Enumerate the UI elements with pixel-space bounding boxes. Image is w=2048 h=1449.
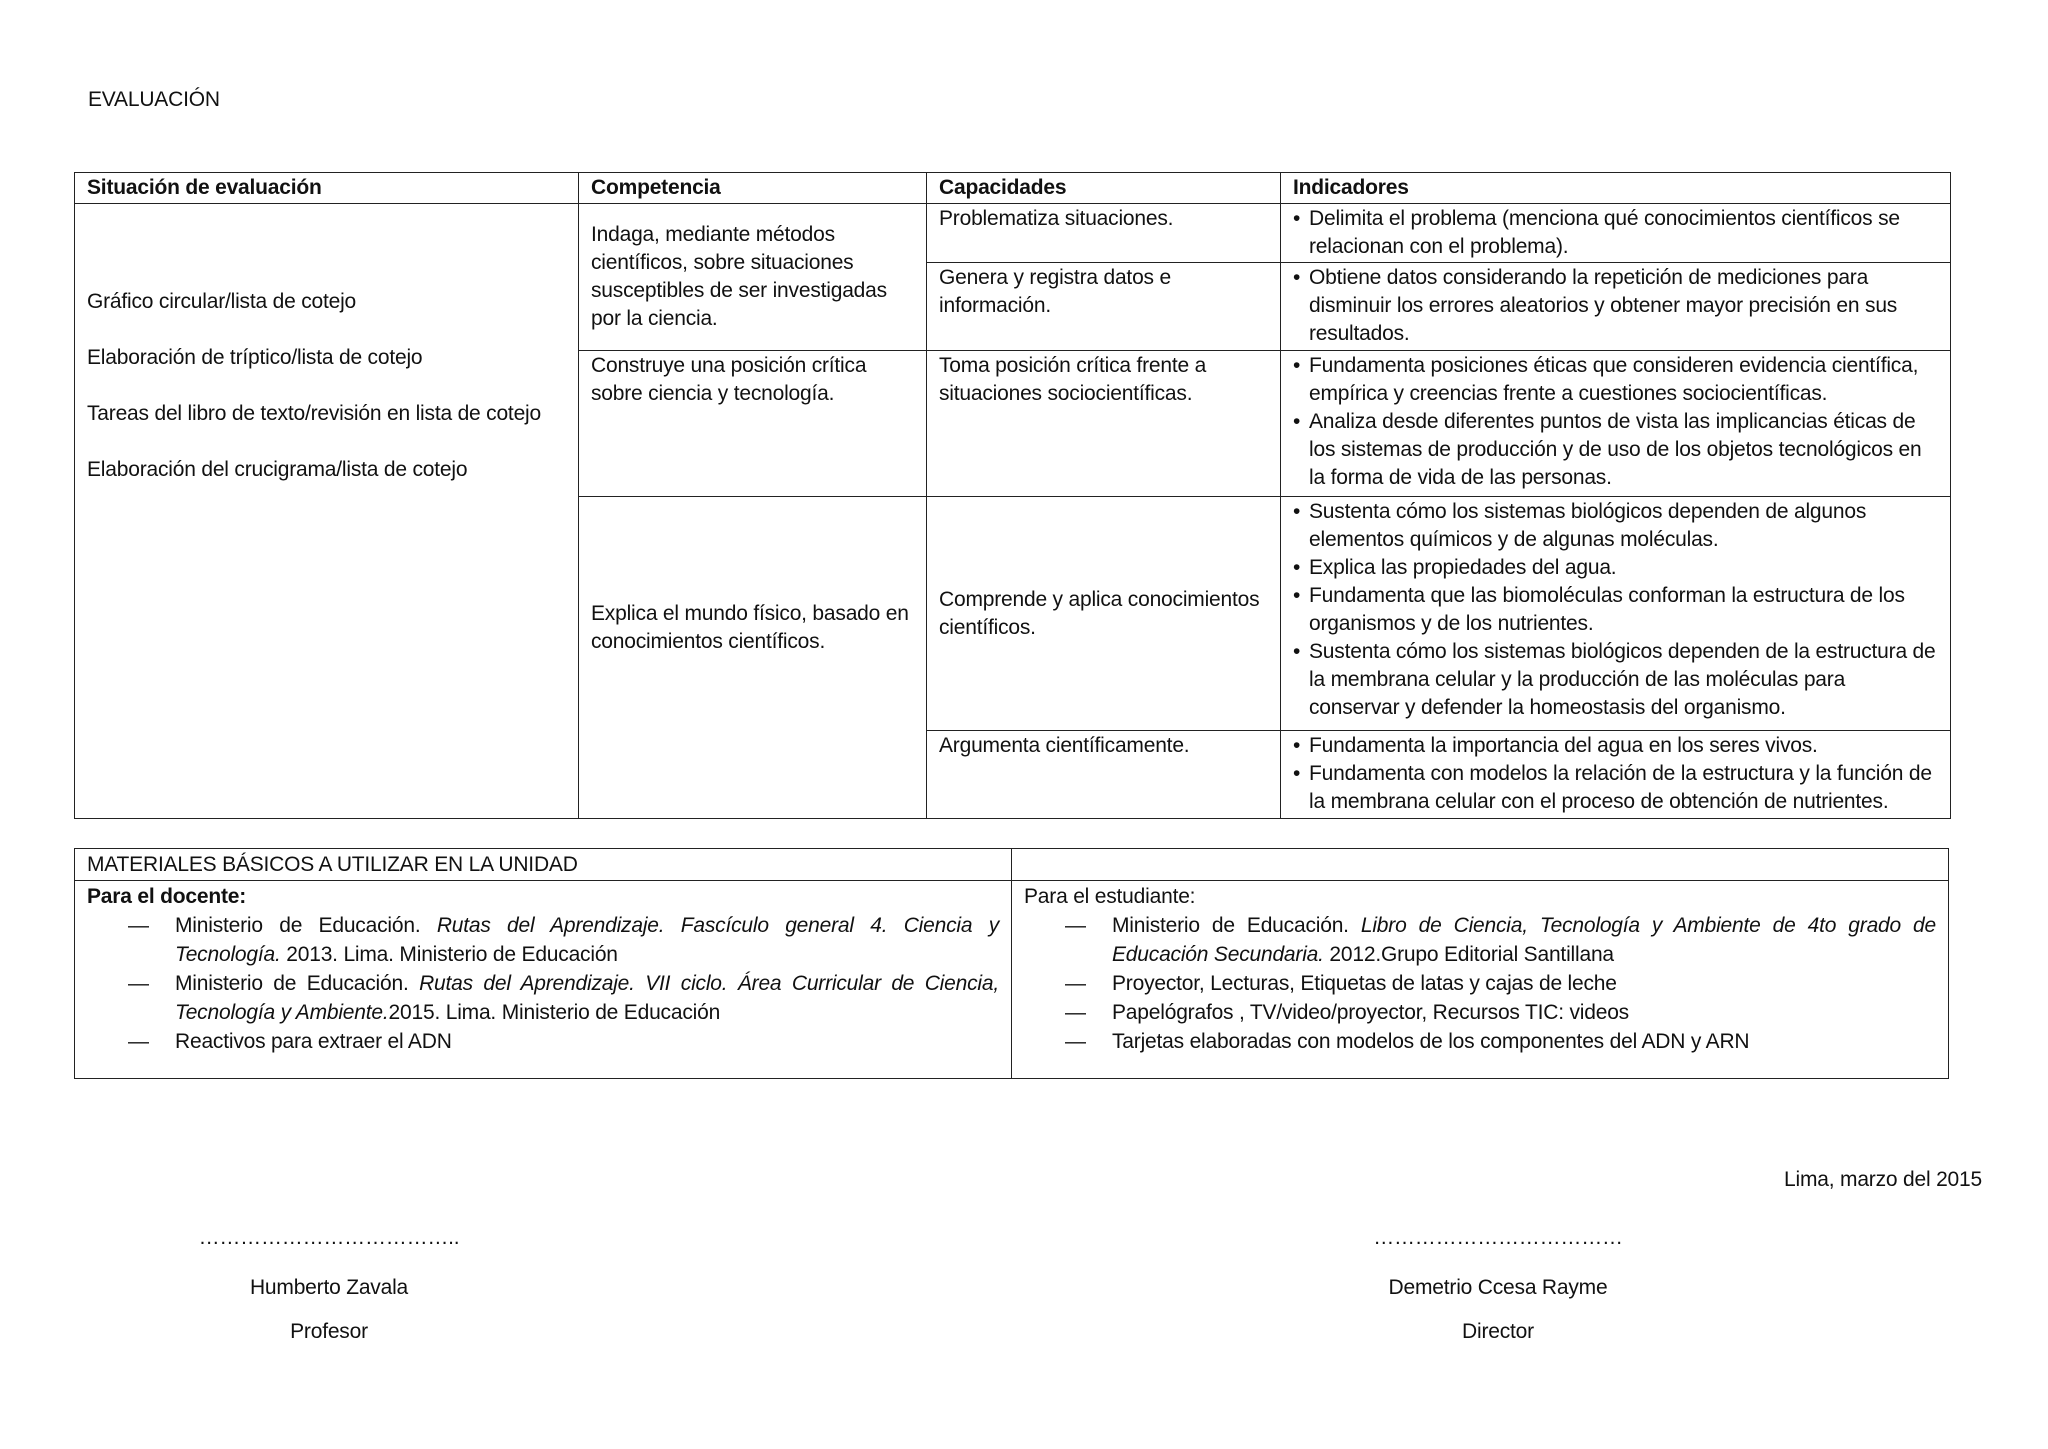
indicador-cell [1281, 351, 1951, 497]
materials-title-empty [1012, 849, 1949, 881]
estudiante-list [1024, 911, 1936, 1056]
indicador-item: • Fundamenta la importancia del agua en los seres vivos. [1293, 732, 1938, 760]
indicador-item: • Sustenta cómo los sistemas biológicos dependen de la estructura de la membrana celular y la producción de las moléculas para conservar y defender la homeostasis del organismo. [1293, 638, 1938, 722]
signature-role: Profesor [290, 1320, 368, 1343]
indicador-cell [1281, 497, 1951, 731]
docente-cell [75, 881, 1012, 1079]
indicador-item: • Fundamenta con modelos la relación de la estructura y la función de la membrana celular con el proceso de obtención de nutrientes. [1293, 760, 1938, 816]
materials-table [74, 848, 1949, 1079]
materials-title: MATERIALES BÁSICOS A UTILIZAR EN LA UNIDAD [75, 849, 1012, 881]
column-header: Situación de evaluación [75, 173, 579, 204]
materials-row [75, 881, 1949, 1079]
capacidad-cell: Toma posición crítica frente a situaciones sociocientíficas. [927, 351, 1281, 497]
list-item: — Tarjetas elaboradas con modelos de los componentes del ADN y ARN [1112, 1027, 1936, 1056]
signature-name: Humberto Zavala [249, 1276, 409, 1299]
list-item: — Ministerio de Educación. Rutas del Aprendizaje. Fascículo general 4. Ciencia y Tecnología. 2013. Lima. Ministerio de Educación [175, 911, 999, 969]
indicador-cell [1281, 731, 1951, 819]
signature-director [1298, 1226, 1698, 1344]
situation-item: Gráfico circular/lista de cotejo [87, 290, 357, 313]
list-item: — Proyector, Lecturas, Etiquetas de latas y cajas de leche [1112, 969, 1936, 998]
situation-item: Tareas del libro de texto/revisión en lista de cotejo [87, 402, 541, 425]
column-header: Capacidades [927, 173, 1281, 204]
competencia-cell: Construye una posición crítica sobre ciencia y tecnología. [579, 351, 927, 497]
signature-role: Director [1462, 1320, 1534, 1343]
list-item: — Reactivos para extraer el ADN [175, 1027, 999, 1056]
competencia-cell: Explica el mundo físico, basado en conocimientos científicos. [579, 497, 927, 819]
indicador-item: • Fundamenta que las biomoléculas conforman la estructura de los organismos y de los nutrientes. [1293, 582, 1938, 638]
indicador-cell [1281, 263, 1951, 351]
indicador-item: • Explica las propiedades del agua. [1293, 554, 1938, 582]
situation-item: Elaboración de tríptico/lista de cotejo [87, 346, 423, 369]
indicador-item: • Sustenta cómo los sistemas biológicos dependen de algunos elementos químicos y de algunas moléculas. [1293, 498, 1938, 554]
docente-list [87, 911, 999, 1056]
page-heading: EVALUACIÓN [88, 88, 220, 111]
capacidad-cell: Comprende y aplica conocimientos científicos. [927, 497, 1281, 731]
indicador-item: • Delimita el problema (menciona qué conocimientos científicos se relacionan con el problema). [1293, 205, 1938, 261]
capacidad-cell: Genera y registra datos e información. [927, 263, 1281, 351]
indicador-item: • Fundamenta posiciones éticas que consideren evidencia científica, empírica y creencias frente a cuestiones sociocientíficas. [1293, 352, 1938, 408]
column-header: Indicadores [1281, 173, 1951, 204]
situations-cell [75, 204, 579, 819]
materials-header-row [75, 849, 1949, 881]
list-item: — Ministerio de Educación. Rutas del Aprendizaje. VII ciclo. Área Curricular de Ciencia, Tecnología y Ambiente.2015. Lima. Ministerio de Educación [175, 969, 999, 1027]
column-header: Competencia [579, 173, 927, 204]
signature-line: ……………………………… [1373, 1226, 1623, 1249]
situation-item: Elaboración del crucigrama/lista de cotejo [87, 458, 468, 481]
docente-label: Para el docente: [87, 885, 247, 908]
place-date: Lima, marzo del 2015 [1784, 1168, 1982, 1191]
signature-teacher [129, 1226, 529, 1344]
signature-name: Demetrio Ccesa Rayme [1388, 1276, 1608, 1299]
capacidad-cell: Problematiza situaciones. [927, 204, 1281, 263]
estudiante-cell [1012, 881, 1949, 1079]
list-item: — Papelógrafos , TV/video/proyector, Recursos TIC: videos [1112, 998, 1936, 1027]
indicador-item: • Obtiene datos considerando la repetición de mediciones para disminuir los errores aleatorios y obtener mayor precisión en sus resultados. [1293, 264, 1938, 348]
list-item: — Ministerio de Educación. Libro de Ciencia, Tecnología y Ambiente de 4to grado de Educación Secundaria. 2012.Grupo Editorial Santillana [1112, 911, 1936, 969]
evaluation-table [74, 172, 1951, 819]
competencia-cell: Indaga, mediante métodos científicos, sobre situaciones susceptibles de ser investigadas por la ciencia. [579, 204, 927, 351]
signature-line: ……………………………….. [198, 1226, 460, 1249]
table-row [75, 204, 1951, 263]
capacidad-cell: Argumenta científicamente. [927, 731, 1281, 819]
indicador-cell [1281, 204, 1951, 263]
estudiante-label: Para el estudiante: [1024, 885, 1196, 908]
indicador-item: • Analiza desde diferentes puntos de vista las implicancias éticas de los sistemas de producción y de uso de los objetos tecnológicos en la forma de vida de las personas. [1293, 408, 1938, 492]
table-header-row [75, 173, 1951, 204]
